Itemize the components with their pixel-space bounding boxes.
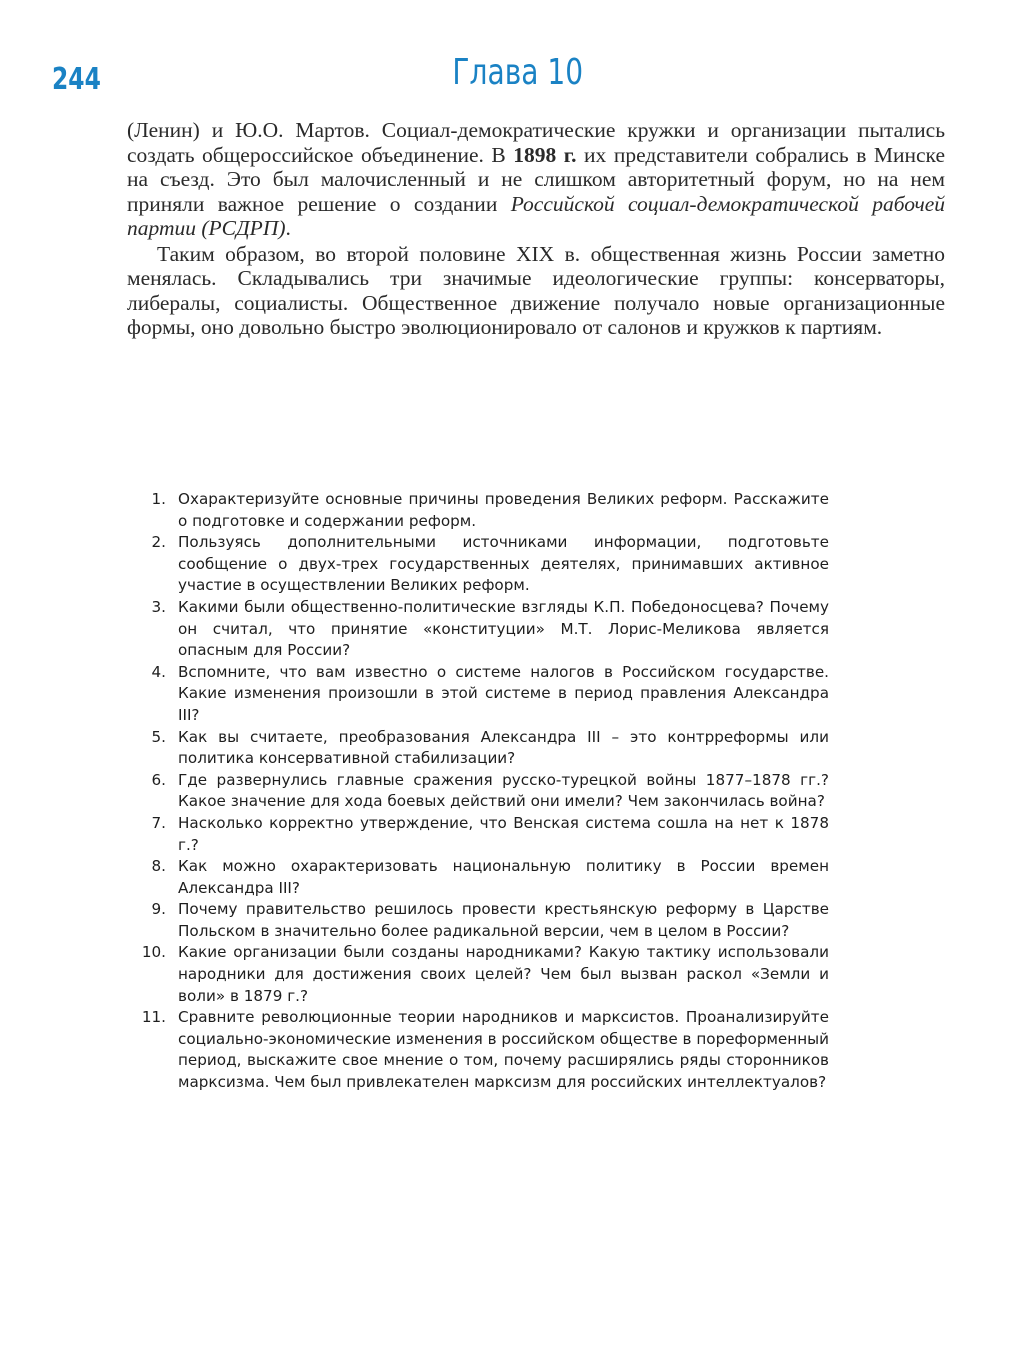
question-number: 9.: [151, 900, 166, 919]
question-number: 11.: [141, 1008, 166, 1027]
paragraph-1-party-name: Российской социал-демократической рабочей партии (РСДРП): [127, 191, 945, 240]
chapter-title: [0, 52, 1036, 93]
paragraph-1-text-c: .: [285, 216, 291, 240]
paragraph-1-text-a: (Ленин) и Ю.О. Мартов. Социал-демократические кружки и организации пытались создать общероссийское объединение. В: [127, 118, 945, 167]
question-number: 1.: [151, 490, 166, 508]
question-text: Как можно охарактеризовать национальную политику в России времен Александра III?: [178, 857, 829, 897]
question-item: [127, 899, 829, 942]
question-item: [127, 489, 829, 532]
question-item: [127, 727, 829, 770]
question-item: [127, 662, 829, 727]
question-item: [127, 813, 829, 856]
question-number: 7.: [151, 813, 166, 832]
page-number: 244: [52, 62, 101, 97]
question-number: 10.: [141, 943, 166, 962]
question-text: Какими были общественно-политические взгляды К.П. Победоносцева? Почему он считал, что принятие «конституции» М.Т. Лорис-Меликова является опасным для России?: [178, 597, 829, 660]
body-text: [127, 118, 945, 340]
question-number: 6.: [151, 770, 166, 789]
question-item: [127, 597, 829, 662]
question-item: [127, 532, 829, 597]
question-number: 4.: [151, 662, 166, 681]
question-item: [127, 942, 829, 1007]
paragraph-1-text-b: их представители собрались в Минске на съезд. Это был малочисленный и не слишком авторитетный форум, но на нем приняли важное решение о создании: [127, 142, 945, 216]
question-text: Пользуясь дополнительными источниками информации, подготовьте сообщение о двух-трех государственных деятелях, принимавших активное участие в осуществлении Великих реформ.: [178, 533, 829, 595]
chapter-title-text: Глава 10: [452, 52, 584, 93]
question-item: [127, 856, 829, 899]
question-text: Где развернулись главные сражения русско-турецкой войны 1877–1878 гг.? Какое значение для хода боевых действий они имели? Чем закончилась война?: [178, 770, 829, 811]
question-text: Как вы считаете, преобразования Александра III – это контрреформы или политика консервативной стабилизации?: [178, 727, 829, 768]
paragraph-1-year: 1898 г.: [513, 142, 577, 167]
paragraph-2: Таким образом, во второй половине XIX в. общественная жизнь России заметно менялась. Складывались три значимые идеологические группы: консерваторы, либералы, социалисты. Общественное движение получало новые организационные формы, оно довольно быстро эволюционировало от салонов и кружков к партиям.: [127, 241, 945, 339]
question-text: Какие организации были созданы народниками? Какую тактику использовали народники для достижения своих целей? Чем был вызван раскол «Земли и воли» в 1879 г.?: [178, 943, 829, 1005]
question-number: 8.: [151, 857, 166, 876]
question-item: [127, 1007, 829, 1093]
question-text: Сравните революционные теории народников и марксистов. Проанализируйте социально-экономические изменения в российском обществе в пореформенный период, выскажите свое мнение о том, почему расширялись ряды сторонников марксизма. Чем был привлекателен марксизм для российских интеллектуалов?: [178, 1008, 829, 1092]
question-text: Вспомните, что вам известно о системе налогов в Российском государстве. Какие изменения произошли в этой системе в период правления Александра III?: [178, 662, 829, 724]
question-number: 2.: [151, 533, 166, 552]
question-text: Почему правительство решилось провести крестьянскую реформу в Царстве Польском в значительно более радикальной версии, чем в целом в России?: [178, 900, 829, 940]
questions-list: [127, 489, 829, 1094]
question-number: 5.: [151, 727, 166, 746]
question-item: [127, 770, 829, 813]
question-number: 3.: [151, 597, 166, 616]
question-text: Насколько корректно утверждение, что Венская система сошла на нет к 1878 г.?: [178, 813, 829, 854]
paragraph-1: [127, 118, 945, 241]
question-text: Охарактеризуйте основные причины проведения Великих реформ. Расскажите о подготовке и содержании реформ.: [178, 490, 829, 530]
